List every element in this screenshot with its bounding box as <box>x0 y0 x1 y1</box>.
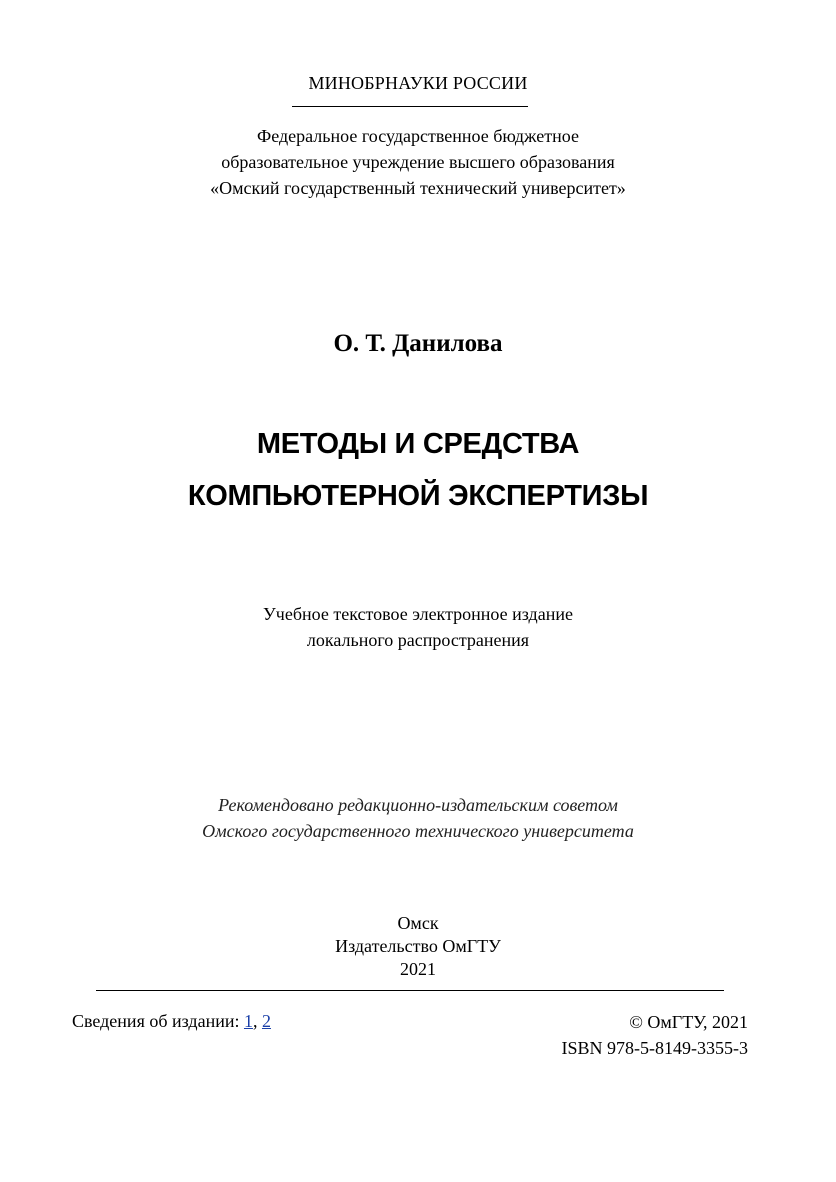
footer-divider <box>96 990 724 991</box>
edition-info-link-2[interactable]: 2 <box>261 1011 271 1031</box>
title-line-2: КОМПЬЮТЕРНОЙ ЭКСПЕРТИЗЫ <box>187 480 649 512</box>
edition-line-1: Учебное текстовое электронное издание <box>263 604 573 624</box>
copyright-block <box>562 1009 749 1061</box>
publisher-block <box>0 912 836 981</box>
publication-year: 2021 <box>400 959 436 979</box>
edition-type <box>0 601 836 653</box>
edition-info-link-1[interactable]: 1 <box>243 1011 253 1031</box>
publisher-city: Омск <box>397 913 439 933</box>
edition-line-2: локального распространения <box>306 630 530 650</box>
edition-info-separator: , <box>252 1011 262 1031</box>
recommended-line-1: Рекомендовано редакционно-издательским советом <box>218 795 618 815</box>
author-name: О. Т. Данилова <box>333 330 503 357</box>
institution-line-2: образовательное учреждение высшего образования <box>221 152 615 172</box>
title-line-1: МЕТОДЫ И СРЕДСТВА <box>256 428 580 460</box>
institution-line-1: Федеральное государственное бюджетное <box>257 126 579 146</box>
copyright-text: © ОмГТУ, 2021 <box>629 1012 748 1032</box>
recommendation-note <box>0 792 836 844</box>
institution-block <box>0 123 836 201</box>
isbn-text: ISBN 978-5-8149-3355-3 <box>561 1038 748 1058</box>
ministry-name: МИНОБРНАУКИ РОССИИ <box>308 73 528 93</box>
institution-line-3: «Омский государственный технический университет» <box>210 178 626 198</box>
publisher-name: Издательство ОмГТУ <box>335 936 501 956</box>
ministry-divider <box>292 106 528 107</box>
edition-info-label: Сведения об издании: <box>72 1011 244 1031</box>
recommended-line-2: Омского государственного технического университета <box>202 821 634 841</box>
book-title <box>0 418 836 522</box>
edition-info <box>72 1009 271 1033</box>
